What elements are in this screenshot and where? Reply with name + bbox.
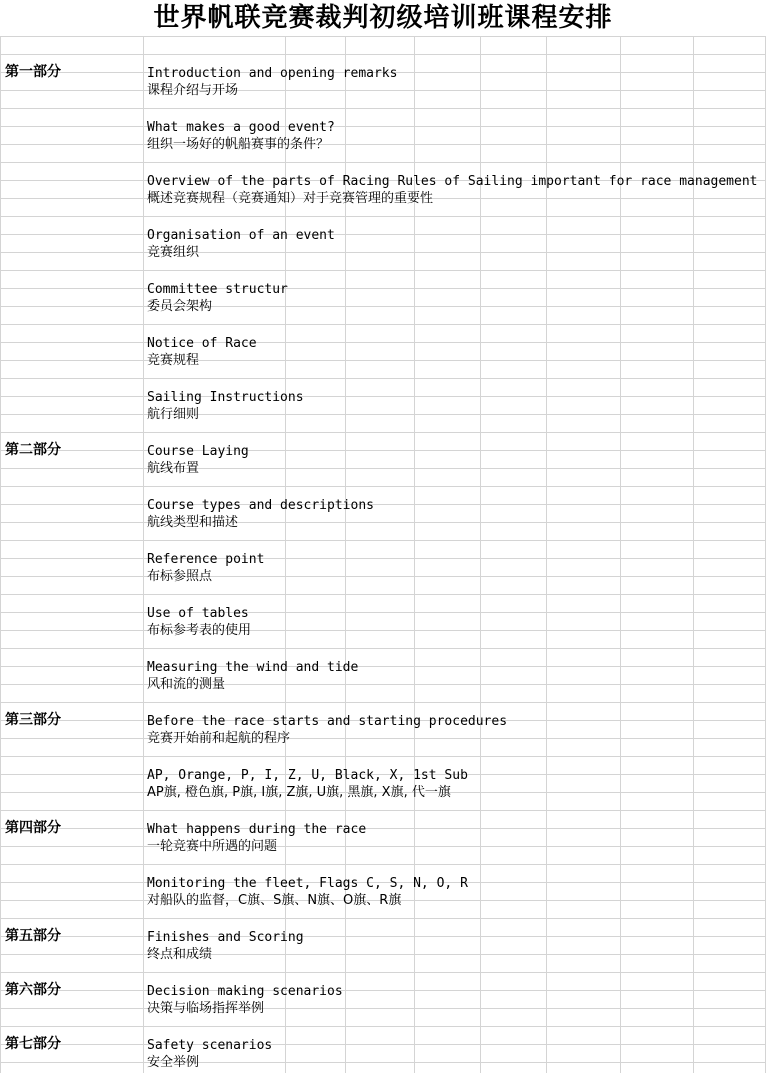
- column-divider: [546, 0, 547, 1073]
- item-chinese: 决策与临场指挥举例: [147, 1001, 265, 1016]
- item-chinese: 竞赛规程: [147, 353, 200, 368]
- item-english: Course types and descriptions: [147, 498, 374, 513]
- item-chinese: AP旗, 橙色旗, P旗, I旗, Z旗, U旗, 黑旗, X旗, 代一旗: [147, 785, 451, 800]
- item-english: Before the race starts and starting procedures: [147, 714, 508, 729]
- section-label-1: 第一部分: [5, 64, 61, 80]
- item-chinese: 布标参照点: [147, 569, 213, 584]
- section-label-4: 第四部分: [5, 820, 61, 836]
- section-label-5: 第五部分: [5, 928, 61, 944]
- sheet-title: 世界帆联竞赛裁判初级培训班课程安排: [153, 3, 613, 33]
- item-english: AP, Orange, P, I, Z, U, Black, X, 1st Sub: [147, 768, 468, 783]
- item-chinese: 终点和成绩: [147, 947, 213, 962]
- section-label-6: 第六部分: [5, 982, 61, 998]
- item-chinese: 布标参考表的使用: [147, 623, 252, 638]
- item-chinese: 一轮竞赛中所遇的问题: [147, 839, 278, 854]
- item-chinese: 委员会架构: [147, 299, 213, 314]
- column-divider: [414, 0, 415, 1073]
- item-chinese: 竞赛开始前和起航的程序: [147, 731, 291, 746]
- item-english: What makes a good event?: [147, 120, 335, 135]
- title-row: [0, 0, 766, 37]
- item-chinese: 竞赛组织: [147, 245, 200, 260]
- column-divider: [143, 0, 144, 1073]
- item-english: Sailing Instructions: [147, 390, 304, 405]
- item-english: Monitoring the fleet, Flags C, S, N, O, R: [147, 876, 468, 891]
- item-english: Overview of the parts of Racing Rules of Sailing important for race management: [147, 174, 758, 189]
- section-label-7: 第七部分: [5, 1036, 61, 1052]
- column-divider: [620, 0, 621, 1073]
- item-english: Reference point: [147, 552, 265, 567]
- item-english: Introduction and opening remarks: [147, 66, 398, 81]
- column-divider: [345, 0, 346, 1073]
- item-chinese: 对船队的监督，C旗、S旗、N旗、O旗、R旗: [147, 893, 402, 908]
- item-chinese: 风和流的测量: [147, 677, 226, 692]
- column-divider: [480, 0, 481, 1073]
- item-english: Course Laying: [147, 444, 249, 459]
- item-chinese: 概述竞赛规程（竞赛通知）对于竞赛管理的重要性: [147, 191, 434, 206]
- section-label-2: 第二部分: [5, 442, 61, 458]
- item-chinese: 航线类型和描述: [147, 515, 239, 530]
- column-divider: [285, 0, 286, 1073]
- item-chinese: 课程介绍与开场: [147, 83, 239, 98]
- section-label-3: 第三部分: [5, 712, 61, 728]
- item-chinese: 航行细则: [147, 407, 200, 422]
- item-english: Notice of Race: [147, 336, 257, 351]
- item-chinese: 组织一场好的帆船赛事的条件？: [147, 137, 330, 152]
- item-english: Committee structur: [147, 282, 288, 297]
- item-english: Use of tables: [147, 606, 249, 621]
- item-chinese: 安全举例: [147, 1055, 200, 1070]
- item-english: Measuring the wind and tide: [147, 660, 359, 675]
- item-english: Safety scenarios: [147, 1038, 273, 1053]
- item-english: Organisation of an event: [147, 228, 335, 243]
- item-english: What happens during the race: [147, 822, 367, 837]
- item-chinese: 航线布置: [147, 461, 200, 476]
- item-english: Finishes and Scoring: [147, 930, 304, 945]
- item-english: Decision making scenarios: [147, 984, 343, 999]
- column-divider: [693, 0, 694, 1073]
